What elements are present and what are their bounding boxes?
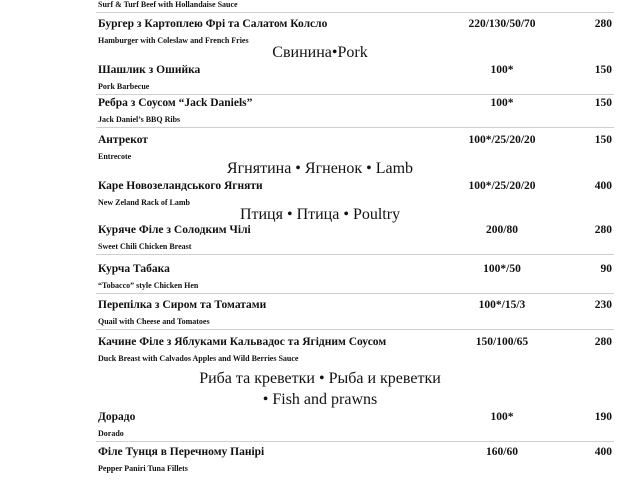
menu-item-name: Курча Табака [98,263,170,275]
menu-item-subtitle: New Zeland Rack of Lamb [98,198,191,207]
divider [96,12,614,13]
menu-item-price: 400 [594,180,612,192]
menu-item-subtitle: Hamburger with Coleslaw and French Fries [98,36,249,45]
divider [96,293,614,294]
menu-item-name: Куряче Філе з Солодким Чілі [98,224,251,236]
menu-item-subtitle: Pork Barbecue [98,82,150,91]
menu-item-name: Шашлик з Ошийка [98,64,201,76]
menu-item-weight: 100*/25/20/20 [468,134,536,146]
menu-item-price: 90 [600,263,612,275]
menu-item-subtitle: Entrecote [98,152,132,161]
menu-item-name: Філе Тунця в Перечному Панірі [98,446,265,458]
menu-item-weight: 220/130/50/70 [468,18,536,30]
section-heading-fish-continued: • Fish and prawns [262,391,378,408]
menu-item-price: 400 [594,446,612,458]
menu-item-name: Качине Філе з Яблуками Кальвадос та Ягідним Соусом [98,336,387,348]
menu-item-price: 190 [594,411,612,423]
menu-item-subtitle: Quail with Cheese and Tomatoes [98,317,210,326]
menu-item-weight: 100*/15/3 [478,299,526,311]
menu-item-subtitle: Pepper Paniri Tuna Fillets [98,464,188,473]
menu-item-price: 230 [594,299,612,311]
menu-item-price: 280 [594,336,612,348]
section-heading-fish: Риба та креветки • Рыба и креветки [199,370,441,387]
menu-item-weight: 100* [490,97,514,109]
section-heading-poultry: Птиця • Птица • Poultry [239,206,401,223]
menu-item-weight: 200/80 [486,224,518,236]
menu-item-price: 150 [594,97,612,109]
menu-item-price: 280 [594,18,612,30]
menu-item-name: Антрекот [98,134,148,146]
divider [96,441,614,442]
menu-item-weight: 160/60 [486,446,518,458]
menu-item-name: Перепілка з Сиром та Томатами [98,299,267,311]
divider [96,329,614,330]
menu-item-name: Дорадо [98,411,136,423]
menu-item-weight: 100* [490,411,514,423]
menu-item-name: Бургер з Картоплею Фрі та Салатом Колсло [98,18,328,30]
menu-item-name: Ребра з Соусом “Jack Daniels” [98,97,253,109]
divider [96,254,614,255]
menu-item-subtitle: Surf & Turf Beef with Hollandaise Sauce [98,0,238,9]
menu-item-subtitle: Dorado [98,429,124,438]
divider [96,94,614,95]
menu-item-weight: 100*/25/20/20 [468,180,536,192]
menu-item-subtitle: Sweet Chili Chicken Breast [98,242,192,251]
section-heading-lamb: Ягнятина • Ягненок • Lamb [226,160,414,177]
menu-item-subtitle: “Tobacco” style Chicken Hen [98,281,199,290]
menu-item-price: 280 [594,224,612,236]
menu-item-price: 150 [594,64,612,76]
section-heading-pork: Свинина•Pork [272,44,368,61]
divider [96,127,614,128]
menu-item-subtitle: Jack Daniel’s BBQ Ribs [98,115,181,124]
menu-item-weight: 150/100/65 [475,336,529,348]
menu-item-price: 150 [594,134,612,146]
menu-item-subtitle: Duck Breast with Calvados Apples and Wild Berries Sauce [98,354,299,363]
menu-item-name: Каре Новозеландського Ягняти [98,180,263,192]
menu-item-weight: 100*/50 [483,263,521,275]
menu-item-weight: 100* [490,64,514,76]
